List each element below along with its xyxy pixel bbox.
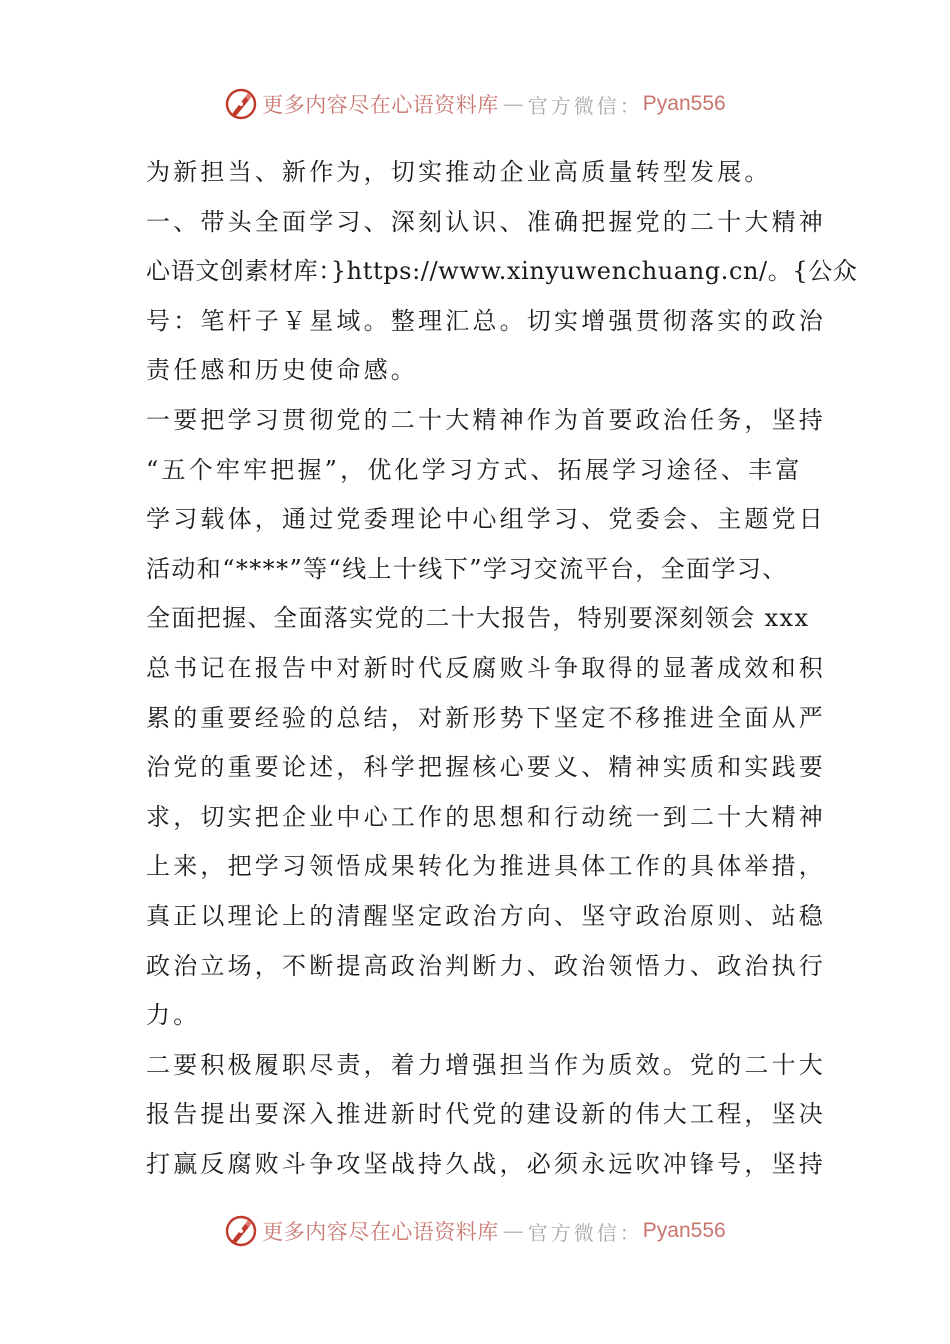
body-line: 求，切实把企业中心工作的思想和行动统一到二十大精神 <box>146 802 826 831</box>
body-line: 报告提出要深入推进新时代党的建设新的伟大工程，坚决 <box>146 1100 826 1129</box>
body-line: 累的重要经验的总结，对新形势下坚定不移推进全面从严 <box>146 703 826 732</box>
footer-banner <box>0 1211 950 1251</box>
body-line: 治党的重要论述，科学把握核心要义、精神实质和实践要 <box>146 753 826 782</box>
body-line: 号：笔杆子￥星域。整理汇总。切实增强贯彻落实的政治 <box>146 306 826 335</box>
body-line-url: 心语文创素材库：}https://www.xinyuwenchuang.cn/。{公众 <box>146 257 858 286</box>
body-line: 打赢反腐败斗争攻坚战持久战，必须永远吹冲锋号，坚持 <box>146 1149 826 1178</box>
body-line: 为新担当、新作为，切实推动企业高质量转型发展。 <box>146 158 772 186</box>
body-line: 责任感和历史使命感。 <box>146 356 418 385</box>
banner-separator: — <box>502 1219 524 1243</box>
body-line: 活动和“****”等“线上十线下”学习交流平台，全面学习、 <box>146 554 788 583</box>
body-line: 政治立场，不断提高政治判断力、政治领悟力、政治执行 <box>146 951 826 980</box>
body-line: 力。 <box>146 1001 201 1030</box>
body-line: 二要积极履职尽责，着力增强担当作为质效。党的二十大 <box>146 1050 826 1079</box>
banner-main-text: 更多内容尽在心语资料库 <box>262 1220 499 1244</box>
banner-desc-text: 官方微信： <box>527 1220 643 1245</box>
body-line: 真正以理论上的清醒坚定政治方向、坚守政治原则、站稳 <box>146 901 826 930</box>
body-line: 学习载体，通过党委理论中心组学习、党委会、主题党日 <box>146 505 826 534</box>
banner-main-text: 更多内容尽在心语资料库 <box>262 93 499 117</box>
header-banner <box>0 84 950 124</box>
body-line: “五个牢牢把握”，优化学习方式、拓展学习途径、丰富 <box>146 455 803 484</box>
document-body <box>146 148 858 1189</box>
body-line: 全面把握、全面落实党的二十大报告，特别要深刻领会 xxx <box>146 604 810 633</box>
banner-wechat-id: Pyan556 <box>642 92 726 115</box>
banner-wechat-id: Pyan556 <box>642 1219 726 1242</box>
body-line: 上来，把学习领悟成果转化为推进具体工作的具体举措， <box>146 852 826 881</box>
body-line: 一要把学习贯彻党的二十大精神作为首要政治任务，坚持 <box>146 405 826 434</box>
body-line: 总书记在报告中对新时代反腐败斗争取得的显著成效和积 <box>146 653 826 682</box>
body-line: 一、带头全面学习、深刻认识、准确把握党的二十大精神 <box>146 207 826 236</box>
banner-desc-text: 官方微信： <box>527 93 643 118</box>
pen-nib-icon <box>224 1214 258 1248</box>
pen-nib-icon <box>224 87 258 121</box>
banner-separator: — <box>502 92 524 116</box>
